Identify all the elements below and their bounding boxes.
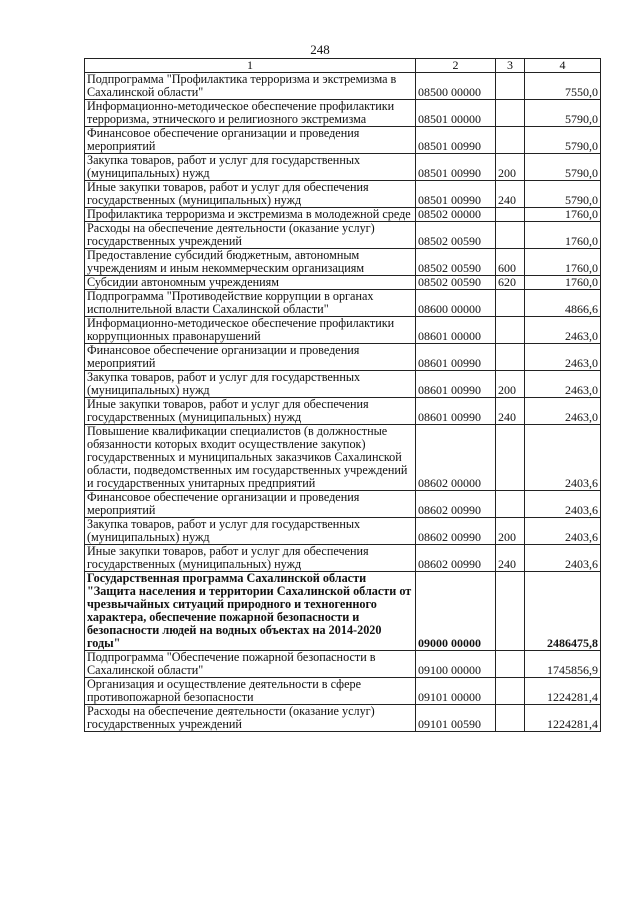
row-code-cell: 08601 00000 bbox=[416, 317, 496, 344]
row-code-cell: 08502 00000 bbox=[416, 208, 496, 222]
row-code-cell: 09101 00000 bbox=[416, 678, 496, 705]
row-sum-cell: 2463,0 bbox=[525, 317, 601, 344]
row-name-cell: Подпрограмма "Противодействие коррупции в органах исполнительной власти Сахалинской области" bbox=[85, 290, 416, 317]
row-code-cell: 08601 00990 bbox=[416, 344, 496, 371]
row-expense-type-cell bbox=[496, 491, 525, 518]
row-name-cell: Организация и осуществление деятельности в сфере противопожарной безопасности bbox=[85, 678, 416, 705]
row-sum-cell: 1760,0 bbox=[525, 249, 601, 276]
row-name-cell: Расходы на обеспечение деятельности (оказание услуг) государственных учреждений bbox=[85, 705, 416, 732]
table-row bbox=[85, 317, 601, 344]
row-name-cell: Финансовое обеспечение организации и проведения мероприятий bbox=[85, 127, 416, 154]
row-code-cell: 08501 00990 bbox=[416, 181, 496, 208]
row-expense-type-cell: 200 bbox=[496, 371, 525, 398]
column-header-expense-type: 3 bbox=[496, 59, 525, 73]
row-name-cell: Информационно-методическое обеспечение профилактики коррупционных правонарушений bbox=[85, 317, 416, 344]
table-row bbox=[85, 518, 601, 545]
row-sum-cell: 1760,0 bbox=[525, 276, 601, 290]
row-code-cell: 08602 00990 bbox=[416, 491, 496, 518]
row-expense-type-cell bbox=[496, 678, 525, 705]
row-expense-type-cell: 600 bbox=[496, 249, 525, 276]
row-name-cell: Иные закупки товаров, работ и услуг для обеспечения государственных (муниципальных) нужд bbox=[85, 181, 416, 208]
row-code-cell: 09101 00590 bbox=[416, 705, 496, 732]
table-row bbox=[85, 208, 601, 222]
row-name-cell: Предоставление субсидий бюджетным, автономным учреждениям и иным некоммерческим организациям bbox=[85, 249, 416, 276]
row-expense-type-cell: 240 bbox=[496, 545, 525, 572]
row-name-cell: Подпрограмма "Обеспечение пожарной безопасности в Сахалинской области" bbox=[85, 651, 416, 678]
row-sum-cell: 2486475,8 bbox=[525, 572, 601, 651]
row-name-cell: Повышение квалификации специалистов (в должностные обязанности которых входит осуществление закупок) государственных и муниципальных заказчиков Сахалинской области, подведомственных им государственных учреждений и государственных унитарных предприятий bbox=[85, 425, 416, 491]
row-expense-type-cell bbox=[496, 73, 525, 100]
table-row bbox=[85, 572, 601, 651]
row-code-cell: 08500 00000 bbox=[416, 73, 496, 100]
table-row bbox=[85, 491, 601, 518]
row-name-cell: Подпрограмма "Профилактика терроризма и экстремизма в Сахалинской области" bbox=[85, 73, 416, 100]
table-row bbox=[85, 249, 601, 276]
table-row bbox=[85, 344, 601, 371]
row-expense-type-cell bbox=[496, 344, 525, 371]
table-row bbox=[85, 222, 601, 249]
row-expense-type-cell: 240 bbox=[496, 181, 525, 208]
row-sum-cell: 7550,0 bbox=[525, 73, 601, 100]
row-expense-type-cell bbox=[496, 222, 525, 249]
row-expense-type-cell bbox=[496, 127, 525, 154]
row-expense-type-cell bbox=[496, 100, 525, 127]
row-code-cell: 08502 00590 bbox=[416, 276, 496, 290]
row-sum-cell: 5790,0 bbox=[525, 181, 601, 208]
row-name-cell: Закупка товаров, работ и услуг для государственных (муниципальных) нужд bbox=[85, 154, 416, 181]
row-sum-cell: 5790,0 bbox=[525, 100, 601, 127]
row-code-cell: 08600 00000 bbox=[416, 290, 496, 317]
table-row bbox=[85, 705, 601, 732]
row-code-cell: 09000 00000 bbox=[416, 572, 496, 651]
row-name-cell: Субсидии автономным учреждениям bbox=[85, 276, 416, 290]
column-header-name: 1 bbox=[85, 59, 416, 73]
row-sum-cell: 2403,6 bbox=[525, 425, 601, 491]
row-expense-type-cell: 620 bbox=[496, 276, 525, 290]
page-number: 248 bbox=[310, 42, 330, 57]
row-code-cell: 08502 00590 bbox=[416, 249, 496, 276]
row-code-cell: 08501 00000 bbox=[416, 100, 496, 127]
row-sum-cell: 1745856,9 bbox=[525, 651, 601, 678]
row-name-cell: Профилактика терроризма и экстремизма в молодежной среде bbox=[85, 208, 416, 222]
table-header-row bbox=[85, 59, 601, 73]
row-sum-cell: 5790,0 bbox=[525, 127, 601, 154]
row-sum-cell: 2463,0 bbox=[525, 398, 601, 425]
row-code-cell: 08602 00000 bbox=[416, 425, 496, 491]
table-row bbox=[85, 290, 601, 317]
row-expense-type-cell bbox=[496, 317, 525, 344]
row-expense-type-cell bbox=[496, 651, 525, 678]
row-sum-cell: 2403,6 bbox=[525, 518, 601, 545]
row-code-cell: 08602 00990 bbox=[416, 518, 496, 545]
row-sum-cell: 2463,0 bbox=[525, 344, 601, 371]
row-expense-type-cell bbox=[496, 572, 525, 651]
row-code-cell: 08601 00990 bbox=[416, 371, 496, 398]
row-sum-cell: 5790,0 bbox=[525, 154, 601, 181]
table-row bbox=[85, 678, 601, 705]
table-row bbox=[85, 181, 601, 208]
row-expense-type-cell bbox=[496, 425, 525, 491]
row-code-cell: 08601 00990 bbox=[416, 398, 496, 425]
row-sum-cell: 1224281,4 bbox=[525, 678, 601, 705]
table-row bbox=[85, 100, 601, 127]
row-code-cell: 08502 00590 bbox=[416, 222, 496, 249]
row-code-cell: 09100 00000 bbox=[416, 651, 496, 678]
column-header-sum: 4 bbox=[525, 59, 601, 73]
table-row bbox=[85, 398, 601, 425]
row-sum-cell: 1224281,4 bbox=[525, 705, 601, 732]
row-expense-type-cell bbox=[496, 208, 525, 222]
row-name-cell: Государственная программа Сахалинской области "Защита населения и территории Сахалинской области от чрезвычайных ситуаций природного и техногенного характера, обеспечение пожарной безопасности и безопасности людей на водных объектах на 2014-2020 годы" bbox=[85, 572, 416, 651]
row-name-cell: Расходы на обеспечение деятельности (оказание услуг) государственных учреждений bbox=[85, 222, 416, 249]
table-row bbox=[85, 371, 601, 398]
row-name-cell: Информационно-методическое обеспечение профилактики терроризма, этнического и религиозного экстремизма bbox=[85, 100, 416, 127]
row-sum-cell: 4866,6 bbox=[525, 290, 601, 317]
table-row bbox=[85, 425, 601, 491]
table-row bbox=[85, 127, 601, 154]
table-row bbox=[85, 276, 601, 290]
budget-table bbox=[84, 58, 601, 732]
row-expense-type-cell bbox=[496, 705, 525, 732]
row-expense-type-cell: 240 bbox=[496, 398, 525, 425]
row-name-cell: Закупка товаров, работ и услуг для государственных (муниципальных) нужд bbox=[85, 371, 416, 398]
table-row bbox=[85, 651, 601, 678]
table-row bbox=[85, 154, 601, 181]
row-expense-type-cell: 200 bbox=[496, 154, 525, 181]
row-code-cell: 08602 00990 bbox=[416, 545, 496, 572]
row-sum-cell: 2403,6 bbox=[525, 545, 601, 572]
table-row bbox=[85, 545, 601, 572]
row-expense-type-cell bbox=[496, 290, 525, 317]
column-header-code: 2 bbox=[416, 59, 496, 73]
row-name-cell: Финансовое обеспечение организации и проведения мероприятий bbox=[85, 491, 416, 518]
row-code-cell: 08501 00990 bbox=[416, 127, 496, 154]
row-name-cell: Финансовое обеспечение организации и проведения мероприятий bbox=[85, 344, 416, 371]
row-name-cell: Закупка товаров, работ и услуг для государственных (муниципальных) нужд bbox=[85, 518, 416, 545]
table-body bbox=[85, 73, 601, 732]
row-name-cell: Иные закупки товаров, работ и услуг для обеспечения государственных (муниципальных) нужд bbox=[85, 545, 416, 572]
row-name-cell: Иные закупки товаров, работ и услуг для обеспечения государственных (муниципальных) нужд bbox=[85, 398, 416, 425]
row-sum-cell: 2403,6 bbox=[525, 491, 601, 518]
row-sum-cell: 1760,0 bbox=[525, 208, 601, 222]
row-expense-type-cell: 200 bbox=[496, 518, 525, 545]
row-sum-cell: 2463,0 bbox=[525, 371, 601, 398]
table-row bbox=[85, 73, 601, 100]
row-sum-cell: 1760,0 bbox=[525, 222, 601, 249]
row-code-cell: 08501 00990 bbox=[416, 154, 496, 181]
